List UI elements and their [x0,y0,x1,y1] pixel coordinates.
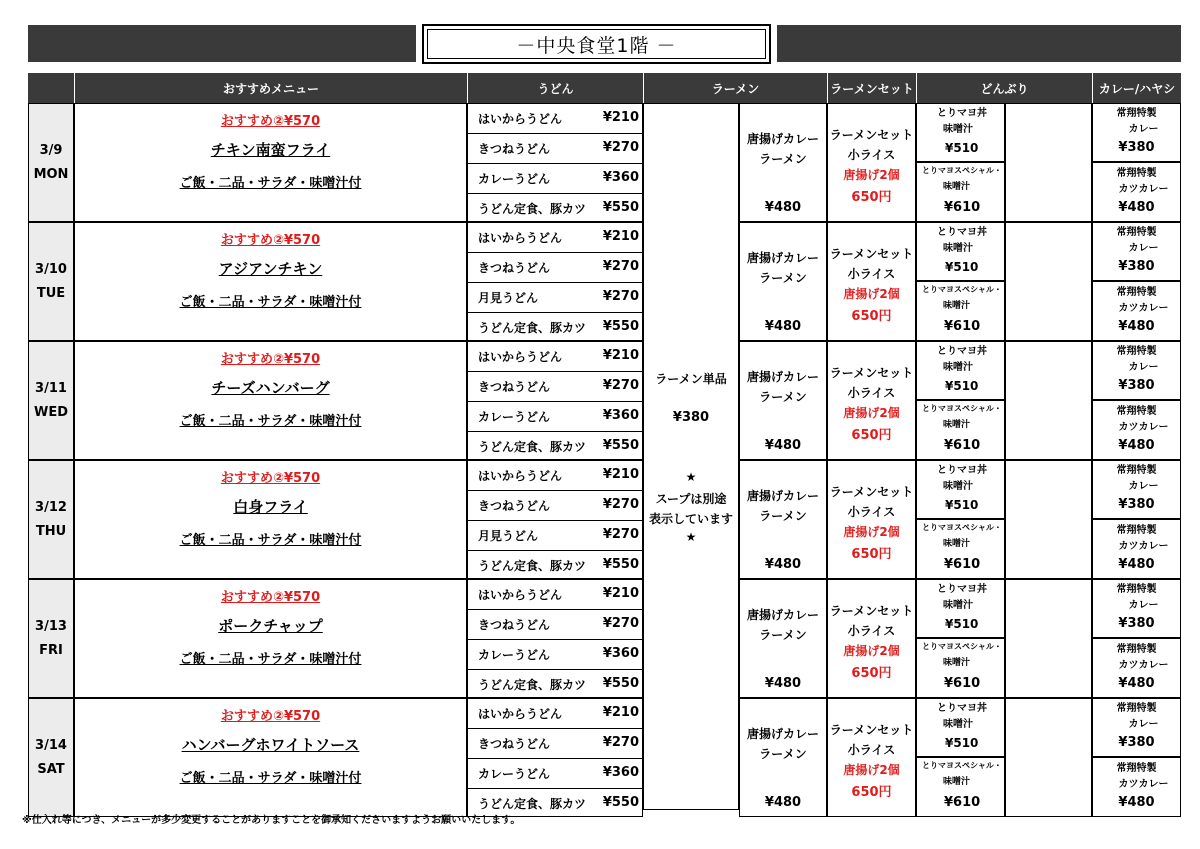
donburi-b-price: ¥610 [944,438,981,453]
donburi-a-sub: 味噌汁 [943,600,973,611]
donburi-cell-b [916,638,1005,698]
donburi-a-price: ¥510 [945,498,979,512]
curry-a-name: 常翔特製 [1116,465,1157,476]
date-label: 3/13 [35,618,67,634]
udon-item [468,579,642,610]
date-cell [28,222,74,341]
udon-cell [467,579,643,698]
donburi-cell-a [916,579,1005,638]
donburi-spacer [1005,579,1092,698]
udon-item-price: ¥270 [602,616,639,631]
curry-cell-a [1092,103,1181,162]
curry-cell-b [1092,757,1181,817]
donburi-cell-a [916,460,1005,519]
ramen-set-line3: 唐揚げ2個 [843,525,900,539]
udon-item-name: うどん定食、豚カツ [478,559,587,573]
ramen-curry-line1: 唐揚げカレー [746,251,819,265]
udon-item [468,609,642,640]
donburi-a-sub: 味噌汁 [943,362,973,373]
recommend-dish: チーズハンバーグ [211,379,330,397]
udon-item-price: ¥550 [602,676,639,691]
curry-b-price: ¥480 [1118,676,1155,691]
recommend-dish: 白身フライ [233,498,308,516]
donburi-cell-b [916,281,1005,341]
donburi-b-price: ¥610 [944,795,981,810]
curry-b-name: 常翔特製 [1116,168,1157,179]
donburi-b-name: とりマヨスペシャル・ [922,285,1002,294]
udon-item [468,639,642,670]
curry-cell-a [1092,460,1181,519]
recommend-cell [74,103,467,222]
recommend-cell [74,222,467,341]
page-title: －中央食堂1階 － [427,29,766,59]
udon-item-price: ¥550 [602,438,639,453]
udon-item-price: ¥270 [602,140,639,155]
curry-a-name: 常翔特製 [1116,108,1157,119]
udon-item [468,669,642,699]
udon-cell [467,698,643,817]
donburi-a-sub: 味噌汁 [943,719,973,730]
udon-item-price: ¥550 [602,557,639,572]
udon-item-price: ¥210 [602,110,639,125]
header-ramen-set: ラーメンセット [827,73,916,103]
ramen-curry-line1: 唐揚げカレー [746,608,819,622]
recommend-cell [74,341,467,460]
udon-item-price: ¥210 [602,229,639,244]
curry-b-sub: カツカレー [1118,779,1169,790]
udon-item-price: ¥550 [602,200,639,215]
recommend-cell [74,698,467,817]
curry-a-name: 常翔特製 [1116,227,1157,238]
udon-item-name: はいからうどん [478,469,563,483]
udon-item [468,371,642,402]
udon-item-name: きつねうどん [478,618,551,632]
ramen-set-cell [827,222,916,341]
recommend-side: ご飯・二品・サラダ・味噌汁付 [179,652,362,667]
udon-item-price: ¥270 [602,527,639,542]
ramen-set-cell [827,698,916,817]
udon-item-name: うどん定食、豚カツ [478,678,587,692]
udon-item-price: ¥210 [602,467,639,482]
ramen-curry-line2: ラーメン [759,747,807,761]
ramen-set-line3: 唐揚げ2個 [843,763,900,777]
ramen-curry-cell [739,460,827,579]
udon-item [468,431,642,461]
header-curry: カレー/ハヤシ [1092,73,1181,103]
udon-item [468,222,642,253]
donburi-spacer [1005,103,1092,222]
date-cell [28,460,74,579]
udon-item-name: きつねうどん [478,380,551,394]
ramen-curry-line2: ラーメン [759,628,807,642]
recommend-cell [74,460,467,579]
ramen-set-cell [827,103,916,222]
curry-a-name: 常翔特製 [1116,584,1157,595]
curry-a-sub: カレー [1128,362,1159,373]
date-label: 3/9 [39,142,63,158]
ramen-curry-cell [739,222,827,341]
recommend-side: ご飯・二品・サラダ・味噌汁付 [179,414,362,429]
udon-item [468,460,642,491]
ramen-single-cell [643,103,739,810]
donburi-a-sub: 味噌汁 [943,124,973,135]
udon-item-name: はいからうどん [478,588,563,602]
udon-cell [467,222,643,341]
ramen-set-line1: ラーメンセット [829,247,914,261]
donburi-a-price: ¥510 [945,736,979,750]
curry-cell-b [1092,519,1181,579]
date-label: 3/12 [35,499,67,515]
ramen-curry-price: ¥480 [764,676,802,691]
udon-item [468,490,642,521]
curry-b-price: ¥480 [1118,795,1155,810]
recommend-price: おすすめ②¥570 [220,709,321,724]
ramen-set-cell [827,460,916,579]
curry-a-sub: カレー [1128,719,1159,730]
curry-a-name: 常翔特製 [1116,346,1157,357]
recommend-side: ご飯・二品・サラダ・味噌汁付 [179,771,362,786]
header-date [28,73,74,103]
donburi-a-name: とりマヨ丼 [937,584,987,595]
ramen-set-line2: 小ライス [847,505,896,519]
recommend-price: おすすめ②¥570 [220,233,321,248]
ramen-curry-cell [739,579,827,698]
udon-cell [467,460,643,579]
date-label: 3/10 [35,261,67,277]
udon-item-name: はいからうどん [478,112,563,126]
donburi-cell-a [916,222,1005,281]
udon-item [468,728,642,759]
udon-item-name: きつねうどん [478,261,551,275]
udon-item-name: カレーうどん [478,767,551,781]
udon-item-price: ¥210 [602,586,639,601]
curry-cell-a [1092,222,1181,281]
udon-item-name: カレーうどん [478,172,551,186]
curry-b-sub: カツカレー [1118,303,1169,314]
udon-item-price: ¥210 [602,705,639,720]
ramen-curry-cell [739,698,827,817]
weekday-label: THU [35,523,67,539]
udon-item [468,550,642,580]
donburi-a-price: ¥510 [945,379,979,393]
recommend-side: ご飯・二品・サラダ・味噌汁付 [179,176,362,191]
recommend-price: おすすめ②¥570 [220,471,321,486]
donburi-a-name: とりマヨ丼 [937,227,987,238]
ramen-curry-price: ¥480 [764,557,802,572]
weekday-label: WED [33,404,68,420]
donburi-spacer [1005,460,1092,579]
curry-b-name: 常翔特製 [1116,287,1157,298]
ramen-set-line2: 小ライス [847,743,896,757]
donburi-b-sub: 味噌汁 [943,539,971,549]
curry-a-name: 常翔特製 [1116,703,1157,714]
donburi-a-name: とりマヨ丼 [937,108,987,119]
ramen-curry-price: ¥480 [764,200,802,215]
header-udon: うどん [467,73,643,103]
udon-item [468,103,642,134]
ramen-single-price: ¥380 [672,410,710,425]
curry-b-name: 常翔特製 [1116,644,1157,655]
udon-item [468,282,642,313]
udon-item-price: ¥360 [602,170,639,185]
ramen-curry-line1: 唐揚げカレー [746,370,819,384]
weekday-label: TUE [36,285,66,301]
donburi-b-name: とりマヨスペシャル・ [922,404,1002,413]
curry-cell-a [1092,579,1181,638]
curry-b-name: 常翔特製 [1116,763,1157,774]
recommend-cell [74,579,467,698]
udon-item-name: うどん定食、豚カツ [478,202,587,216]
donburi-a-sub: 味噌汁 [943,481,973,492]
ramen-set-line3: 唐揚げ2個 [843,168,900,182]
ramen-set-price: 650円 [851,666,892,681]
curry-a-price: ¥380 [1118,378,1155,393]
date-label: 3/11 [35,380,67,396]
curry-a-price: ¥380 [1118,259,1155,274]
donburi-spacer [1005,698,1092,817]
udon-cell [467,341,643,460]
ramen-single-label: ラーメン単品 [655,372,727,386]
donburi-spacer [1005,222,1092,341]
udon-item-name: うどん定食、豚カツ [478,440,587,454]
curry-a-sub: カレー [1128,481,1159,492]
curry-cell-b [1092,638,1181,698]
recommend-price: おすすめ②¥570 [220,590,321,605]
udon-item-name: はいからうどん [478,707,563,721]
weekday-label: MON [33,166,69,182]
curry-b-name: 常翔特製 [1116,525,1157,536]
curry-cell-b [1092,281,1181,341]
udon-item-name: 月見うどん [478,291,539,305]
ramen-set-cell [827,341,916,460]
curry-a-price: ¥380 [1118,616,1155,631]
udon-item [468,193,642,223]
donburi-b-sub: 味噌汁 [943,658,971,668]
donburi-b-sub: 味噌汁 [943,777,971,787]
curry-a-sub: カレー [1128,600,1159,611]
curry-a-price: ¥380 [1118,140,1155,155]
donburi-cell-a [916,103,1005,162]
ramen-curry-line2: ラーメン [759,152,807,166]
curry-cell-b [1092,162,1181,222]
donburi-a-price: ¥510 [945,141,979,155]
star-icon: ★ [685,470,697,484]
curry-a-price: ¥380 [1118,735,1155,750]
udon-item-price: ¥270 [602,378,639,393]
donburi-cell-b [916,162,1005,222]
header-recommend: おすすめメニュー [74,73,467,103]
ramen-curry-price: ¥480 [764,795,802,810]
donburi-cell-b [916,519,1005,579]
udon-item-name: 月見うどん [478,529,539,543]
donburi-a-sub: 味噌汁 [943,243,973,254]
udon-item-price: ¥360 [602,765,639,780]
donburi-cell-b [916,757,1005,817]
ramen-curry-cell [739,103,827,222]
ramen-note-line1: スープは別途 [655,492,727,506]
curry-b-sub: カツカレー [1118,541,1169,552]
star-icon: ★ [685,530,697,544]
weekday-label: FRI [39,642,63,658]
udon-item-name: うどん定食、豚カツ [478,321,587,335]
udon-item-name: きつねうどん [478,142,551,156]
ramen-set-line3: 唐揚げ2個 [843,406,900,420]
date-cell [28,698,74,817]
banner-bar-right [777,25,1181,62]
donburi-spacer [1005,341,1092,460]
page-title-box [422,24,771,64]
ramen-curry-line1: 唐揚げカレー [746,132,819,146]
udon-item-price: ¥360 [602,408,639,423]
ramen-set-price: 650円 [851,190,892,205]
udon-item [468,163,642,194]
recommend-dish: アジアンチキン [218,260,323,278]
recommend-dish: ポークチャップ [218,617,323,635]
udon-cell [467,103,643,222]
curry-b-sub: カツカレー [1118,184,1169,195]
curry-a-price: ¥380 [1118,497,1155,512]
donburi-b-name: とりマヨスペシャル・ [922,761,1002,770]
udon-item [468,698,642,729]
udon-item-name: きつねうどん [478,737,551,751]
ramen-curry-price: ¥480 [764,438,802,453]
recommend-side: ご飯・二品・サラダ・味噌汁付 [179,533,362,548]
recommend-price: おすすめ②¥570 [220,352,321,367]
ramen-note-line2: 表示しています [648,512,733,526]
curry-b-name: 常翔特製 [1116,406,1157,417]
udon-item-price: ¥550 [602,795,639,810]
udon-item-price: ¥270 [602,259,639,274]
date-cell [28,103,74,222]
ramen-set-line2: 小ライス [847,148,896,162]
footnote: ※仕入れ等につき、メニューが多少変更することがありますことを御承知くださいますようお願いいたします。 [22,815,521,826]
udon-item [468,312,642,342]
ramen-set-price: 650円 [851,309,892,324]
weekday-label: SAT [37,761,65,777]
ramen-curry-line2: ラーメン [759,509,807,523]
curry-b-sub: カツカレー [1118,660,1169,671]
udon-item-name: カレーうどん [478,410,551,424]
donburi-a-name: とりマヨ丼 [937,346,987,357]
udon-item [468,520,642,551]
recommend-dish: ハンバーグホワイトソース [181,736,360,754]
curry-b-price: ¥480 [1118,438,1155,453]
header-ramen: ラーメン [643,73,827,103]
udon-item-price: ¥550 [602,319,639,334]
donburi-cell-a [916,341,1005,400]
udon-item-name: カレーうどん [478,648,551,662]
ramen-set-cell [827,579,916,698]
curry-cell-a [1092,341,1181,400]
recommend-side: ご飯・二品・サラダ・味噌汁付 [179,295,362,310]
ramen-set-line2: 小ライス [847,624,896,638]
udon-item-price: ¥270 [602,497,639,512]
donburi-b-price: ¥610 [944,557,981,572]
ramen-curry-line2: ラーメン [759,271,807,285]
donburi-b-price: ¥610 [944,319,981,334]
curry-a-sub: カレー [1128,124,1159,135]
donburi-b-sub: 味噌汁 [943,420,971,430]
ramen-set-line2: 小ライス [847,267,896,281]
donburi-cell-a [916,698,1005,757]
ramen-curry-line1: 唐揚げカレー [746,727,819,741]
date-label: 3/14 [35,737,67,753]
donburi-a-price: ¥510 [945,617,979,631]
udon-item-price: ¥270 [602,289,639,304]
udon-item-price: ¥270 [602,735,639,750]
recommend-dish: チキン南蛮フライ [210,141,331,159]
ramen-set-price: 650円 [851,785,892,800]
udon-item [468,758,642,789]
donburi-b-sub: 味噌汁 [943,182,971,192]
recommend-price: おすすめ②¥570 [220,114,321,129]
ramen-curry-price: ¥480 [764,319,802,334]
donburi-b-name: とりマヨスペシャル・ [922,166,1002,175]
ramen-set-line1: ラーメンセット [829,366,914,380]
ramen-curry-line2: ラーメン [759,390,807,404]
donburi-a-name: とりマヨ丼 [937,703,987,714]
ramen-set-line2: 小ライス [847,386,896,400]
udon-item-name: はいからうどん [478,231,563,245]
donburi-a-name: とりマヨ丼 [937,465,987,476]
udon-item [468,341,642,372]
udon-item [468,252,642,283]
ramen-set-line3: 唐揚げ2個 [843,287,900,301]
donburi-b-name: とりマヨスペシャル・ [922,523,1002,532]
ramen-set-line3: 唐揚げ2個 [843,644,900,658]
curry-b-sub: カツカレー [1118,422,1169,433]
banner-bar-left [28,25,416,62]
curry-cell-a [1092,698,1181,757]
udon-item-price: ¥360 [602,646,639,661]
header-donburi: どんぶり [916,73,1092,103]
udon-item-name: きつねうどん [478,499,551,513]
udon-item-name: はいからうどん [478,350,563,364]
date-cell [28,579,74,698]
udon-item-price: ¥210 [602,348,639,363]
date-cell [28,341,74,460]
donburi-b-price: ¥610 [944,676,981,691]
donburi-cell-b [916,400,1005,460]
ramen-set-line1: ラーメンセット [829,128,914,142]
donburi-b-name: とりマヨスペシャル・ [922,642,1002,651]
udon-item [468,133,642,164]
ramen-set-price: 650円 [851,428,892,443]
ramen-curry-line1: 唐揚げカレー [746,489,819,503]
ramen-set-line1: ラーメンセット [829,485,914,499]
ramen-set-line1: ラーメンセット [829,723,914,737]
donburi-b-price: ¥610 [944,200,981,215]
curry-a-sub: カレー [1128,243,1159,254]
ramen-set-line1: ラーメンセット [829,604,914,618]
ramen-set-price: 650円 [851,547,892,562]
curry-b-price: ¥480 [1118,319,1155,334]
curry-cell-b [1092,400,1181,460]
donburi-b-sub: 味噌汁 [943,301,971,311]
curry-b-price: ¥480 [1118,200,1155,215]
udon-item-name: うどん定食、豚カツ [478,797,587,811]
udon-item [468,401,642,432]
donburi-a-price: ¥510 [945,260,979,274]
curry-b-price: ¥480 [1118,557,1155,572]
ramen-curry-cell [739,341,827,460]
